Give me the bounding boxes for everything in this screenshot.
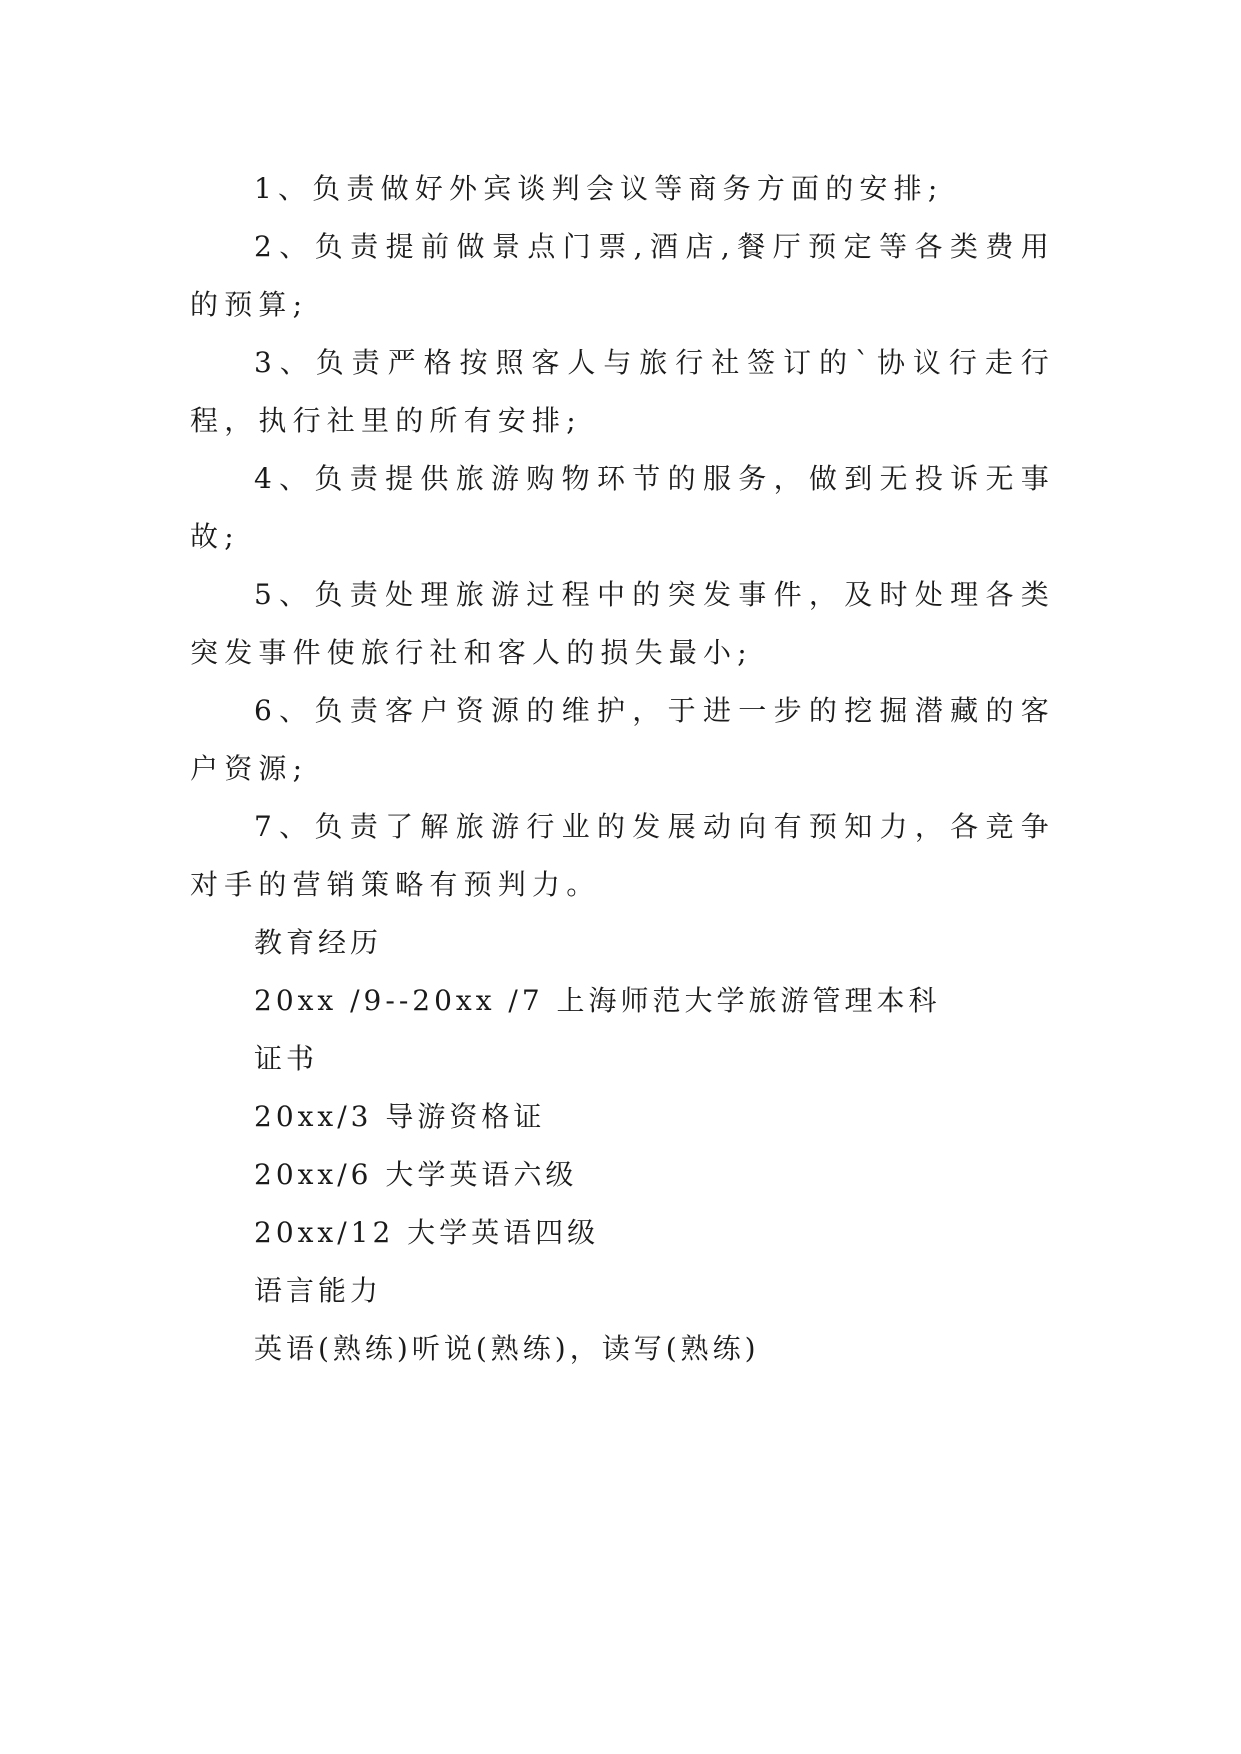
duty-item-4: 4、负责提供旅游购物环节的服务，做到无投诉无事故; — [190, 462, 1055, 553]
language-entry: 英语(熟练)听说(熟练)，读写(熟练) — [254, 1332, 760, 1365]
duty-item-3: 3、负责严格按照客人与旅行社签订的`协议行走行程，执行社里的所有安排; — [190, 346, 1055, 437]
duty-item-7: 7、负责了解旅游行业的发展动向有预知力，各竞争对手的营销策略有预判力。 — [190, 810, 1055, 901]
duty-item-2: 2、负责提前做景点门票,酒店,餐厅预定等各类费用的预算; — [190, 230, 1055, 321]
certificate-item-3: 20xx/12 大学英语四级 — [254, 1216, 600, 1249]
duty-item-5: 5、负责处理旅游过程中的突发事件，及时处理各类突发事件使旅行社和客人的损失最小; — [190, 578, 1055, 669]
duty-item-1: 1、负责做好外宾谈判会议等商务方面的安排; — [254, 172, 944, 205]
education-entry: 20xx /9--20xx /7 上海师范大学旅游管理本科 — [254, 984, 941, 1017]
certificates-heading: 证书 — [254, 1042, 319, 1075]
duty-item-6: 6、负责客户资源的维护，于进一步的挖掘潜藏的客户资源; — [190, 694, 1055, 785]
education-heading: 教育经历 — [254, 926, 383, 959]
resume-content — [190, 160, 1055, 1378]
language-heading: 语言能力 — [254, 1274, 383, 1307]
certificate-item-1: 20xx/3 导游资格证 — [254, 1100, 546, 1133]
certificate-item-2: 20xx/6 大学英语六级 — [254, 1158, 578, 1191]
